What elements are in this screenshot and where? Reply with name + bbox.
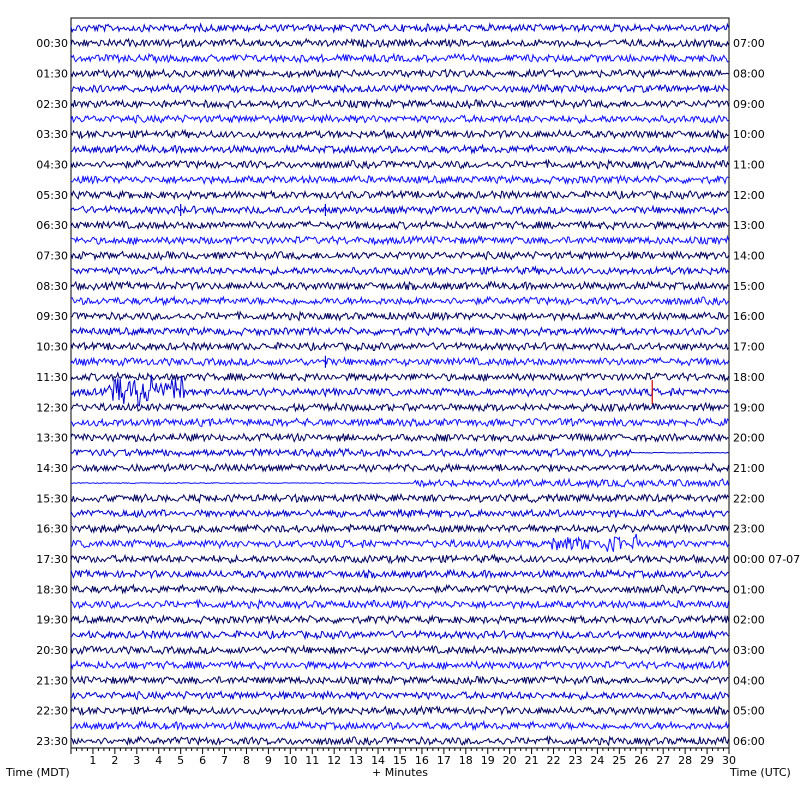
right-time-label: 21:00 xyxy=(733,461,765,475)
x-tick-label: 21 xyxy=(524,754,539,767)
x-tick-label: 18 xyxy=(458,754,473,767)
x-tick-label: 30 xyxy=(722,754,736,767)
right-time-label: 04:00 xyxy=(733,674,765,688)
x-tick-label: 28 xyxy=(678,754,693,767)
x-tick-label: 14 xyxy=(371,754,386,767)
right-time-label: 07:00 xyxy=(733,37,765,51)
right-time-label: 05:00 xyxy=(733,704,765,718)
right-time-label: 18:00 xyxy=(733,370,765,384)
left-time-label: 01:30 xyxy=(36,67,68,81)
right-time-label: 15:00 xyxy=(733,279,765,293)
left-time-label: 17:30 xyxy=(36,552,68,566)
right-time-label: 22:00 xyxy=(733,492,765,506)
left-time-label: 21:30 xyxy=(36,674,68,688)
x-tick-label: 29 xyxy=(700,754,715,767)
right-time-label: 02:00 xyxy=(733,613,765,627)
left-time-label: 07:30 xyxy=(36,249,68,263)
right-time-label: 20:00 xyxy=(733,431,765,445)
left-time-label: 06:30 xyxy=(36,219,68,233)
left-time-label: 14:30 xyxy=(36,461,68,475)
right-time-label: 08:00 xyxy=(733,67,765,81)
right-time-label: 16:00 xyxy=(733,310,765,324)
x-tick-label: 7 xyxy=(221,754,229,767)
right-time-label: 03:00 xyxy=(733,643,765,657)
left-time-label: 15:30 xyxy=(36,492,68,506)
left-time-label: 13:30 xyxy=(36,431,68,445)
x-tick-label: 1 xyxy=(89,754,97,767)
left-time-label: 09:30 xyxy=(36,310,68,324)
x-tick-label: 12 xyxy=(327,754,342,767)
x-tick-label: 8 xyxy=(242,754,250,767)
x-tick-label: 10 xyxy=(283,754,298,767)
left-time-label: 16:30 xyxy=(36,522,68,536)
left-time-label: 18:30 xyxy=(36,583,68,597)
right-time-label: 01:00 xyxy=(733,583,765,597)
x-tick-label: 22 xyxy=(546,754,561,767)
x-tick-label: 15 xyxy=(393,754,407,767)
right-time-label: 17:00 xyxy=(733,340,765,354)
x-tick-label: 19 xyxy=(480,754,495,767)
x-tick-label: 17 xyxy=(436,754,451,767)
right-axis-caption: Time (UTC) xyxy=(730,766,791,779)
left-time-label: 20:30 xyxy=(36,643,68,657)
left-time-label: 08:30 xyxy=(36,279,68,293)
right-time-label: 14:00 xyxy=(733,249,765,263)
x-tick-label: 3 xyxy=(133,754,141,767)
right-time-label: 06:00 xyxy=(733,734,765,748)
left-time-label: 12:30 xyxy=(36,401,68,415)
left-time-label: 05:30 xyxy=(36,188,68,202)
x-tick-label: 4 xyxy=(155,754,163,767)
x-tick-label: 11 xyxy=(305,754,320,767)
x-tick-label: 16 xyxy=(414,754,429,767)
right-time-label: 11:00 xyxy=(733,158,765,172)
left-time-label: 23:30 xyxy=(36,734,68,748)
left-time-label: 00:30 xyxy=(36,37,68,51)
left-time-label: 04:30 xyxy=(36,158,68,172)
x-tick-label: 24 xyxy=(590,754,605,767)
x-axis-caption: + Minutes xyxy=(372,766,429,779)
x-tick-label: 23 xyxy=(568,754,583,767)
left-time-label: 22:30 xyxy=(36,704,68,718)
right-time-label: 23:00 xyxy=(733,522,765,536)
x-tick-label: 5 xyxy=(177,754,185,767)
left-axis-caption: Time (MDT) xyxy=(6,766,70,779)
x-tick-label: 20 xyxy=(502,754,517,767)
left-time-label: 10:30 xyxy=(36,340,68,354)
left-time-label: 03:30 xyxy=(36,128,68,142)
left-time-label: 02:30 xyxy=(36,97,68,111)
x-tick-label: 9 xyxy=(264,754,272,767)
x-tick-label: 13 xyxy=(349,754,364,767)
x-tick-label: 25 xyxy=(612,754,627,767)
right-time-label: 10:00 xyxy=(733,128,765,142)
x-tick-label: 6 xyxy=(199,754,207,767)
left-time-label: 11:30 xyxy=(36,370,68,384)
x-tick-label: 27 xyxy=(656,754,671,767)
x-tick-label: 26 xyxy=(634,754,649,767)
right-time-label: 13:00 xyxy=(733,219,765,233)
right-time-label: 12:00 xyxy=(733,188,765,202)
x-tick-label: 2 xyxy=(111,754,119,767)
right-time-label: 09:00 xyxy=(733,97,765,111)
right-time-label: 00:00 07-07 xyxy=(733,552,800,566)
right-time-label: 19:00 xyxy=(733,401,765,415)
left-time-label: 19:30 xyxy=(36,613,68,627)
